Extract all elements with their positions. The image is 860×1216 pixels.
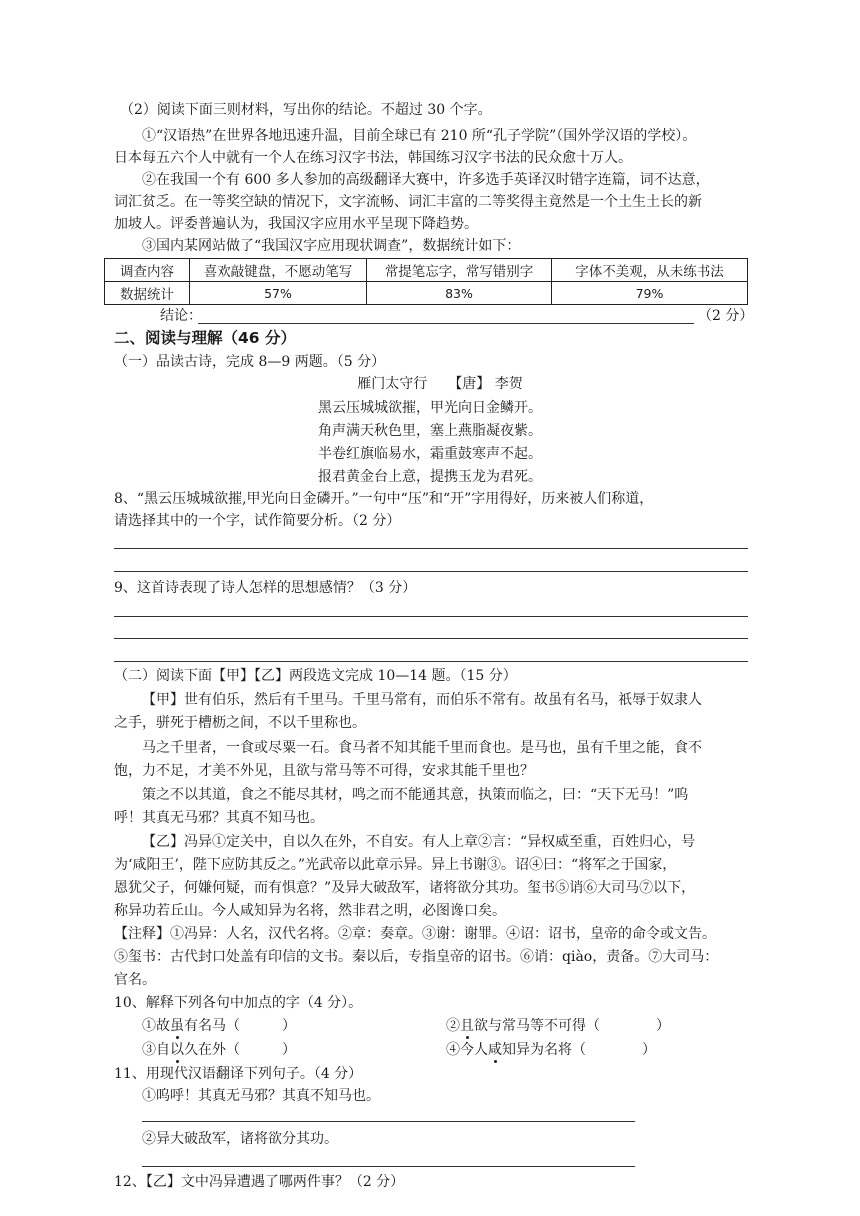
passage-jia-line: 马之千里者，一食或尽粟一石。食马者不知其能千里而食也。是马也，虽有千里之能，食不 bbox=[142, 740, 702, 756]
passage-yi-line: 【乙】冯异①定关中，自以久在外，不自安。有人上章②言：“异权威至重，百姓归心，号 bbox=[142, 834, 696, 850]
answer-line[interactable] bbox=[142, 1121, 635, 1122]
question-10-item-3: ③自以久在外（ ） bbox=[142, 1042, 296, 1058]
annotation-line: ⑤玺书：古代封口处盖有印信的文书。秦以后，专指皇帝的诏书。⑥诮：qiào，责备。⑦大司马： bbox=[114, 949, 719, 965]
passage-yi-line: 恩犹父子，何嫌何疑，而有惧意？”及异大破敌军，诸将欲分其功。玺书⑤诮⑥大司马⑦以下， bbox=[114, 880, 696, 896]
table-cell: 79% bbox=[552, 282, 748, 305]
question-11-item-2: ②异大破敌军，诸将欲分其功。 bbox=[142, 1131, 338, 1147]
poem-title: 雁门太守行 【唐】 李贺 bbox=[357, 376, 523, 392]
material-1-line-1: ①“汉语热”在世界各地迅速升温，目前全球已有 210 所“孔子学院”（国外学汉语的学校）。 bbox=[142, 128, 697, 144]
table-cell: 数据统计 bbox=[105, 282, 190, 305]
poem-line: 半卷红旗临易水，霜重鼓寒声不起。 bbox=[318, 446, 542, 462]
question-9: 9、这首诗表现了诗人怎样的思想感情？（3 分） bbox=[114, 580, 417, 596]
material-1-line-2: 日本每五六个人中就有一个人在练习汉字书法，韩国练习汉字书法的民众愈十万人。 bbox=[114, 150, 632, 166]
emphasis-dot-char: 虽 bbox=[170, 1018, 184, 1034]
annotation-line: 【注释】①冯异：人名，汉代名将。②章：奏章。③谢：谢罪。④诏：诏书，皇帝的命令或文告。 bbox=[114, 926, 716, 942]
table-cell: 喜欢敲键盘，不愿动笔写 bbox=[190, 259, 367, 282]
question-10-item-4: ④今人咸知异为名将（ ） bbox=[446, 1042, 656, 1058]
answer-line[interactable] bbox=[142, 1166, 635, 1167]
annotation-line: 官名。 bbox=[114, 972, 156, 988]
poem-line: 报君黄金台上意，提携玉龙为君死。 bbox=[318, 469, 542, 485]
question-8-line-1: 8、“黑云压城城欲摧,甲光向日金磷开。”一句中“压”和“开”字用得好，历来被人们称道， bbox=[114, 491, 654, 507]
question-10-item-2: ②且欲与常马等不可得（ ） bbox=[446, 1018, 670, 1034]
question-10: 10、解释下列各句中加点的字（4 分）。 bbox=[114, 995, 363, 1011]
answer-line[interactable] bbox=[114, 638, 748, 639]
emphasis-dot-char: 以 bbox=[170, 1042, 184, 1058]
passage-yi-line: 为‘咸阳王’，陛下应防其反之。”光武帝以此章示异。异上书谢③。诏④曰：“将军之于国家， bbox=[114, 857, 677, 873]
answer-line[interactable] bbox=[114, 661, 748, 662]
passage-jia-line: 之手，骈死于槽枥之间，不以千里称也。 bbox=[114, 715, 366, 731]
conclusion-label: 结论： bbox=[160, 308, 202, 324]
answer-line[interactable] bbox=[114, 616, 748, 617]
table-cell: 常提笔忘字，常写错别字 bbox=[367, 259, 552, 282]
passage-jia-line: 饱，力不足，才美不外见，且欲与常马等不可得，安求其能千里也？ bbox=[114, 763, 534, 779]
passage-jia-line: 策之不以其道，食之不能尽其材，鸣之而不能通其意，执策而临之，曰：“天下无马！”呜 bbox=[142, 787, 689, 803]
subsection-2-title: （二）阅读下面【甲】【乙】两段选文完成 10—14 题。（15 分） bbox=[114, 668, 517, 684]
material-2-line-3: 加坡人。评委普遍认为，我国汉字应用水平呈现下降趋势。 bbox=[114, 216, 478, 232]
table-cell: 字体不美观，从未练书法 bbox=[552, 259, 748, 282]
table-cell: 57% bbox=[190, 282, 367, 305]
passage-jia-line: 呼！其真无马邪？其真不知马也。 bbox=[114, 810, 324, 826]
section-2-heading: 二、阅读与理解（46 分） bbox=[114, 329, 296, 347]
question-11: 11、用现代汉语翻译下列句子。（4 分） bbox=[114, 1066, 363, 1082]
emphasis-dot-char: 且 bbox=[460, 1018, 474, 1034]
emphasis-dot-char: 咸 bbox=[488, 1042, 502, 1058]
question-11-item-1: ①呜呼！其真无马邪？其真不知马也。 bbox=[142, 1088, 380, 1104]
answer-line[interactable] bbox=[114, 548, 748, 549]
conclusion-answer-line[interactable] bbox=[198, 323, 694, 324]
subsection-1-title: （一）品读古诗，完成 8—9 两题。（5 分） bbox=[114, 354, 386, 370]
passage-yi-line: 称异功若丘山。今人咸知异为名将，然非君之明，必图谗口矣。 bbox=[114, 903, 506, 919]
poem-line: 角声满天秋色里，塞上燕脂凝夜紫。 bbox=[318, 423, 542, 439]
question-12: 12、【乙】文中冯异遭遇了哪两件事？（2 分） bbox=[114, 1174, 405, 1190]
poem-line: 黑云压城城欲摧，甲光向日金鳞开。 bbox=[318, 400, 542, 416]
conclusion-score: （2 分） bbox=[698, 308, 754, 324]
question-2-title: （2）阅读下面三则材料，写出你的结论。不超过 30 个字。 bbox=[120, 102, 492, 118]
question-8-line-2: 请选择其中的一个字，试作简要分析。（2 分） bbox=[114, 513, 401, 529]
table-cell: 调查内容 bbox=[105, 259, 190, 282]
answer-line[interactable] bbox=[114, 571, 748, 572]
question-10-item-1: ①故虽有名马（ ） bbox=[142, 1018, 296, 1034]
passage-jia-line: 【甲】世有伯乐，然后有千里马。千里马常有，而伯乐不常有。故虽有名马，祇辱于奴隶人 bbox=[142, 692, 702, 708]
survey-table bbox=[104, 258, 748, 305]
material-2-line-2: 词汇贫乏。在一等奖空缺的情况下，文字流畅、词汇丰富的二等奖得主竟然是一个土生土长的新 bbox=[114, 194, 702, 210]
table-row bbox=[105, 259, 748, 282]
material-2-line-1: ②在我国一个有 600 多人参加的高级翻译大赛中，许多选手英译汉时错字连篇，词不达意， bbox=[142, 172, 710, 188]
table-cell: 83% bbox=[367, 282, 552, 305]
table-row bbox=[105, 282, 748, 305]
material-3-line-1: ③国内某网站做了“我国汉字应用现状调查”，数据统计如下： bbox=[142, 238, 521, 254]
